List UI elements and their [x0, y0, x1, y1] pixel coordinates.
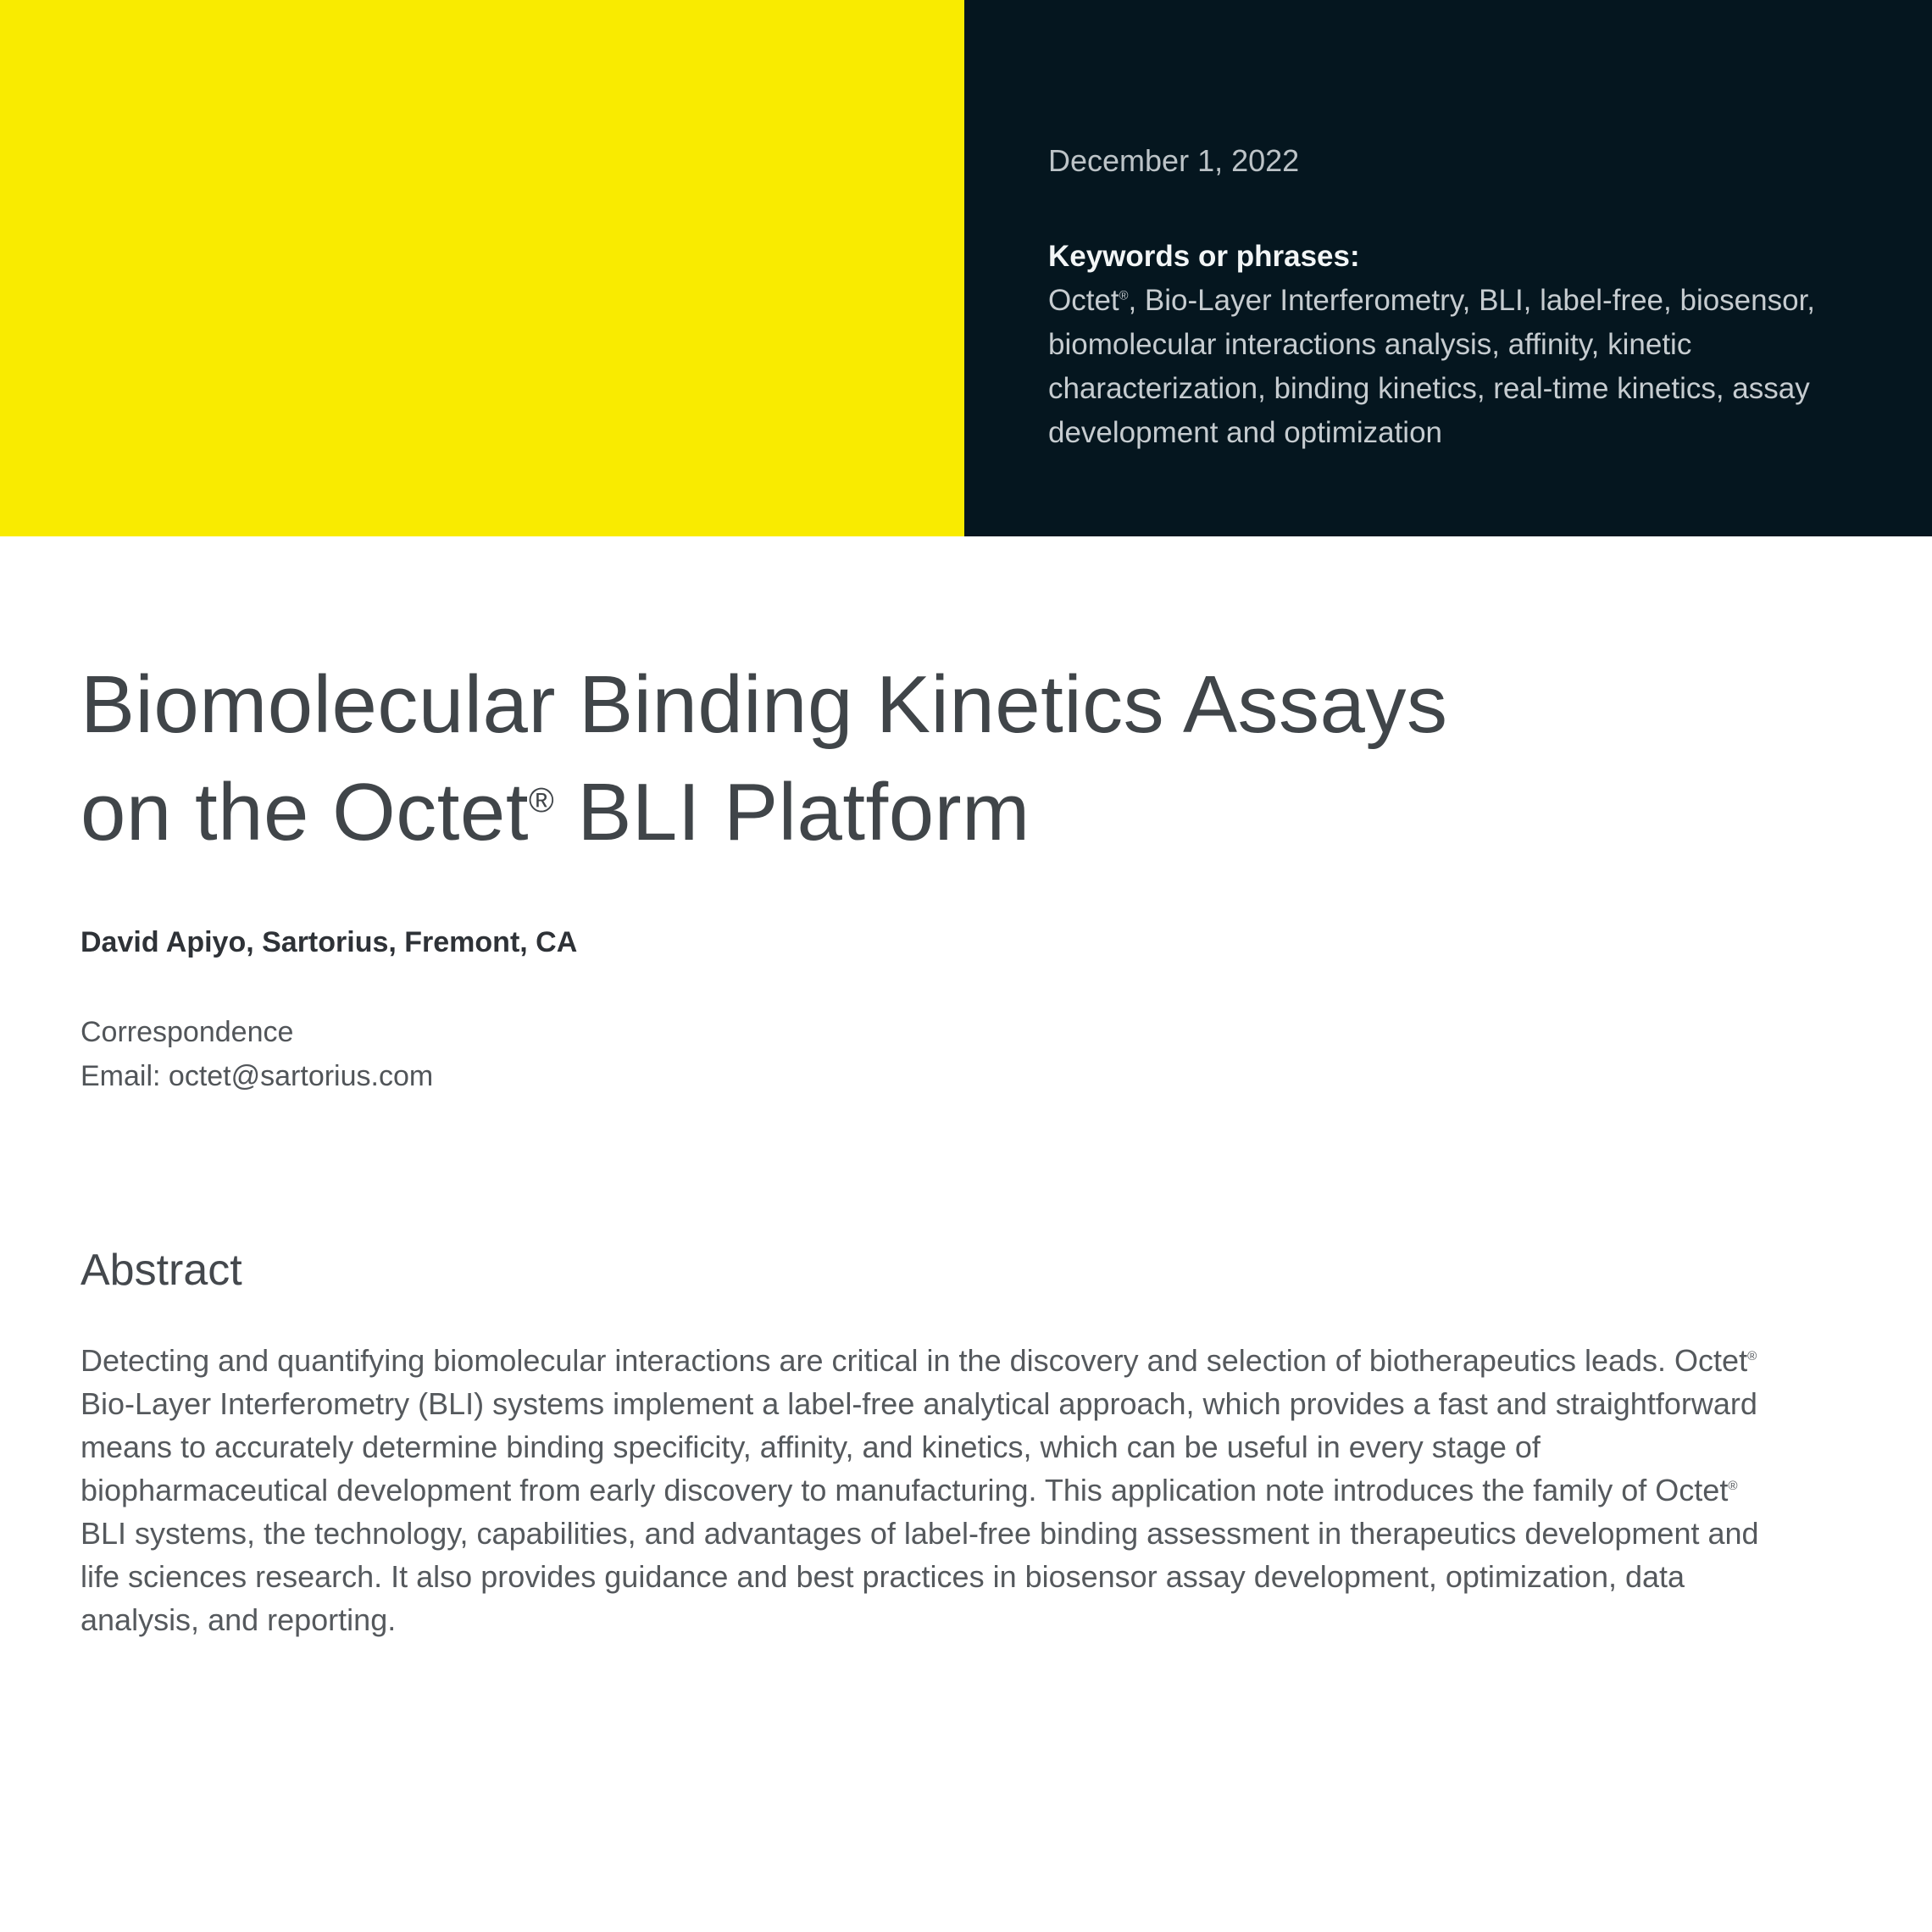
- correspondence-label: Correspondence: [80, 1016, 294, 1048]
- document-body: [0, 651, 1932, 1641]
- correspondence-email: Email: octet@sartorius.com: [80, 1060, 434, 1092]
- author-affiliation: David Apiyo, Sartorius, Fremont, CA: [80, 926, 578, 958]
- abstract-heading: Abstract: [80, 1246, 242, 1295]
- correspondence-block: [80, 1010, 1813, 1098]
- keywords-label: Keywords or phrases:: [1048, 240, 1360, 273]
- keywords-list: Octet®, Bio-Layer Interferometry, BLI, label-free, biosensor, biomolecular interactions analysis, affinity, kinetic characterization, binding kinetics, real-time kinetics, assay development and optimization: [1048, 284, 1816, 449]
- header-band: [0, 0, 1932, 536]
- publication-date: December 1, 2022: [1048, 143, 1300, 178]
- abstract-paragraph: Detecting and quantifying biomolecular interactions are critical in the discovery and selection of biotherapeutics leads. Octet® Bio-Layer Interferometry (BLI) systems implement a label-free analytical approach, which provides a fast and straightforward means to accurately determine binding specificity, affinity, and kinetics, which can be useful in every stage of biopharmaceutical development from early discovery to manufacturing. This application note introduces the family of Octet® BLI systems, the technology, capabilities, and advantages of label-free binding assessment in therapeutics development and life sciences research. It also provides guidance and best practices in biosensor assay development, optimization, data analysis, and reporting.: [80, 1343, 1759, 1637]
- header-dark-panel: [964, 0, 1932, 536]
- page-title: Biomolecular Binding Kinetics Assays on the Octet® BLI Platform: [80, 659, 1448, 858]
- brand-yellow-block: [0, 0, 964, 536]
